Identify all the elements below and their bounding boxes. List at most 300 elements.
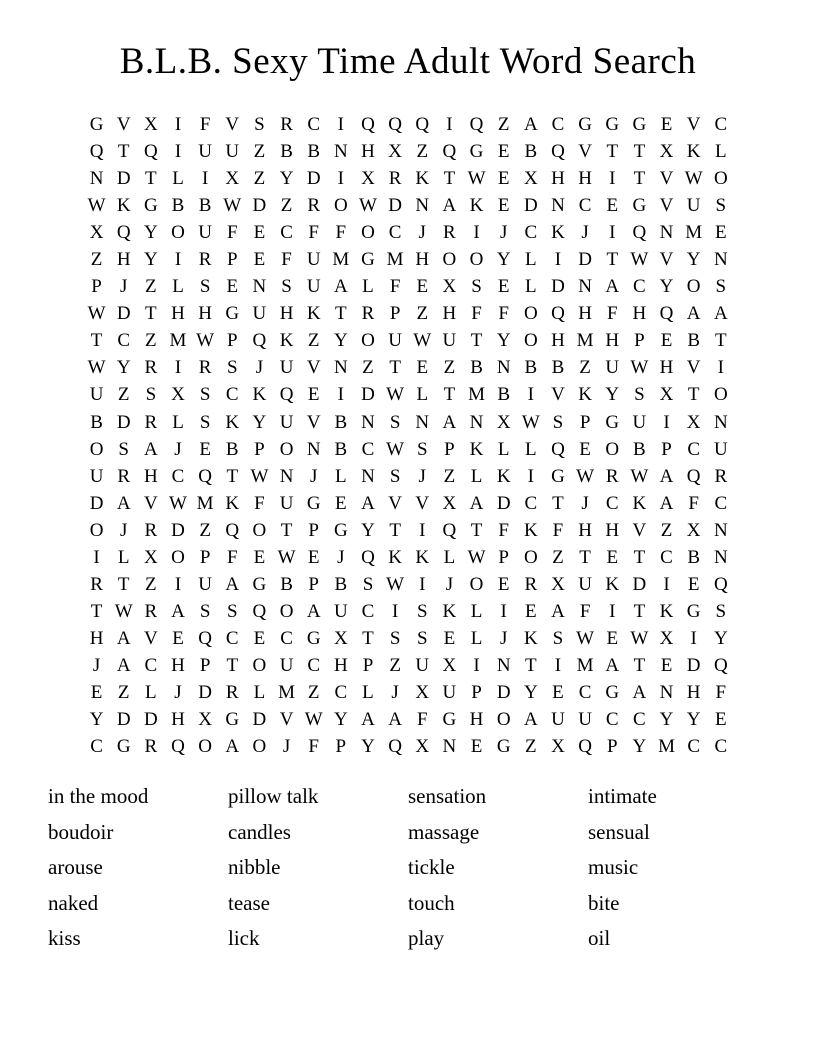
grid-letter: H [171, 709, 185, 731]
grid-letter: S [634, 384, 645, 406]
grid-letter: B [334, 411, 348, 433]
grid-letter: P [606, 736, 618, 758]
grid-letter: K [225, 492, 240, 514]
grid-letter: X [686, 519, 701, 541]
grid-letter: I [609, 222, 616, 244]
grid-letter: M [468, 384, 485, 406]
grid-letter: K [523, 519, 538, 541]
grid-letter: A [605, 276, 620, 298]
grid-letter: Z [253, 168, 266, 190]
grid-letter: R [225, 682, 239, 703]
grid-letter: C [524, 222, 538, 244]
grid-letter: C [225, 384, 239, 406]
grid-letter: Z [117, 682, 130, 703]
grid-letter: X [659, 384, 674, 406]
grid-letter: W [359, 195, 377, 217]
grid-letter: P [226, 249, 238, 271]
grid-letter: K [523, 627, 538, 649]
grid-letter: J [499, 627, 508, 649]
grid-letter: Z [416, 141, 429, 163]
grid-letter: I [609, 600, 616, 622]
grid-letter: B [171, 195, 185, 217]
grid-letter: Y [116, 357, 131, 379]
grid-letter: S [199, 600, 211, 622]
grid-letter: M [685, 222, 703, 244]
grid-letter: X [171, 384, 185, 406]
word-list-column [48, 779, 228, 957]
grid-letter: L [525, 249, 537, 271]
grid-letter: N [713, 249, 728, 271]
grid-letter: R [144, 519, 158, 541]
grid-letter: H [415, 249, 430, 271]
grid-letter: O [523, 303, 538, 325]
grid-letter: U [225, 141, 240, 163]
grid-letter: F [308, 736, 319, 758]
grid-letter: H [89, 627, 104, 649]
word-list-item: oil [588, 926, 611, 951]
grid-letter: A [523, 114, 538, 136]
grid-letter: U [279, 654, 294, 676]
grid-letter: I [174, 114, 182, 136]
grid-letter: C [578, 195, 592, 217]
grid-letter: I [174, 357, 182, 379]
grid-letter: Q [252, 600, 267, 622]
grid-letter: E [172, 627, 184, 649]
grid-letter: I [446, 114, 453, 136]
grid-letter: P [389, 303, 401, 325]
word-list-item: in the mood [48, 784, 149, 808]
grid-letter: F [552, 519, 564, 541]
grid-letter: W [630, 357, 649, 379]
grid-letter: K [632, 492, 647, 514]
grid-letter: T [633, 168, 646, 190]
grid-letter: M [196, 492, 214, 514]
grid-letter: N [469, 411, 484, 433]
grid-letter: T [525, 654, 537, 676]
grid-letter: E [497, 276, 510, 298]
grid-letter: S [389, 411, 401, 433]
grid-letter: W [169, 492, 187, 514]
grid-letter: C [334, 682, 348, 703]
grid-letter: R [144, 736, 158, 758]
grid-letter: B [198, 195, 212, 217]
grid-letter: X [361, 168, 375, 190]
grid-letter: Q [713, 573, 728, 595]
grid-letter: Z [443, 465, 456, 487]
grid-letter: U [198, 222, 212, 244]
grid-letter: R [144, 411, 158, 433]
grid-letter: U [551, 709, 565, 731]
grid-letter: Z [145, 330, 157, 352]
grid-letter: W [114, 600, 133, 622]
grid-letter: T [90, 600, 103, 622]
grid-letter: W [576, 465, 595, 487]
grid-letter: P [362, 654, 374, 676]
grid-letter: N [415, 195, 430, 217]
grid-letter: E [660, 114, 673, 136]
grid-letter: U [632, 411, 647, 433]
grid-letter: S [118, 438, 129, 460]
grid-letter: Y [659, 709, 674, 731]
grid-letter: O [361, 330, 375, 352]
grid-letter: Q [171, 736, 185, 758]
grid-letter: L [470, 465, 483, 487]
grid-letter: D [252, 709, 267, 731]
grid-letter: W [277, 546, 296, 568]
grid-letter: R [144, 357, 158, 379]
grid-letter: E [660, 654, 673, 676]
grid-letter: R [524, 573, 538, 595]
grid-letter: U [89, 465, 104, 487]
grid-letter: N [361, 411, 375, 433]
grid-letter: L [172, 411, 184, 433]
grid-letter: C [714, 736, 728, 758]
grid-letter: H [279, 303, 294, 325]
grid-letter: X [415, 736, 430, 758]
grid-letter: I [527, 384, 534, 406]
grid-letter: K [578, 384, 592, 406]
grid-letter: Q [551, 141, 565, 163]
grid-letter: K [469, 195, 484, 217]
grid-letter: V [659, 195, 674, 217]
grid-letter: G [361, 249, 375, 271]
grid-letter: W [386, 438, 405, 460]
grid-letter: Q [442, 141, 457, 163]
grid-letter: X [143, 114, 158, 136]
grid-letter: W [630, 465, 649, 487]
word-list-item: pillow talk [228, 784, 319, 808]
grid-letter: N [89, 168, 104, 190]
grid-letter: J [581, 492, 589, 514]
grid-letter: I [609, 168, 616, 190]
grid-letter: O [252, 519, 267, 541]
grid-letter: A [659, 465, 674, 487]
grid-letter: B [225, 438, 239, 460]
grid-letter: O [89, 438, 104, 460]
grid-letter: T [470, 330, 483, 352]
grid-letter: L [362, 276, 374, 298]
grid-letter: Y [143, 249, 158, 271]
grid-letter: X [143, 546, 158, 568]
grid-letter: W [576, 627, 595, 649]
grid-letter: T [389, 519, 401, 541]
grid-letter: R [307, 195, 321, 217]
grid-letter: N [659, 682, 674, 703]
grid-letter: H [361, 141, 375, 163]
grid-letter: X [686, 411, 701, 433]
grid-letter: V [306, 357, 321, 379]
grid-letter: N [496, 357, 511, 379]
grid-letter: K [415, 546, 430, 568]
grid-letter: F [335, 222, 347, 244]
grid-letter: S [552, 411, 564, 433]
grid-letter: X [659, 627, 674, 649]
grid-letter: G [143, 195, 158, 217]
grid-letter: H [116, 249, 131, 271]
grid-letter: A [225, 736, 240, 758]
grid-letter: U [198, 573, 212, 595]
grid-letter: H [551, 168, 565, 190]
word-list-item: sensation [408, 784, 487, 808]
word-list-item: music [588, 855, 639, 880]
grid-letter: D [496, 682, 511, 703]
grid-letter: S [715, 600, 727, 622]
word-list-item: sensual [588, 819, 650, 844]
grid-letter: Z [280, 195, 293, 217]
grid-letter: B [687, 546, 700, 568]
grid-letter: H [686, 682, 701, 703]
grid-letter: G [306, 492, 321, 514]
grid-letter: O [252, 654, 267, 676]
grid-letter: V [116, 114, 131, 136]
grid-letter: L [470, 600, 483, 622]
grid-letter: B [280, 141, 293, 163]
grid-letter: Q [116, 222, 131, 244]
grid-letter: A [523, 709, 538, 731]
grid-letter: X [225, 168, 240, 190]
grid-letter: D [686, 654, 701, 676]
grid-letter: C [117, 330, 131, 352]
grid-letter: K [659, 600, 674, 622]
grid-letter: E [416, 357, 429, 379]
grid-letter: E [606, 627, 619, 649]
grid-letter: G [496, 736, 511, 758]
grid-letter: W [386, 384, 405, 406]
grid-letter: Z [443, 357, 456, 379]
grid-letter: F [579, 600, 591, 622]
grid-letter: E [606, 195, 619, 217]
grid-letter: Y [361, 519, 375, 541]
grid-letter: G [89, 114, 104, 136]
grid-letter: A [442, 195, 457, 217]
grid-letter: V [659, 168, 674, 190]
word-list-column [408, 779, 588, 957]
grid-letter: T [117, 141, 130, 163]
grid-letter: M [169, 330, 187, 352]
grid-letter: Z [117, 384, 130, 406]
grid-letter: W [250, 465, 269, 487]
grid-letter: E [307, 546, 320, 568]
grid-letter: A [143, 438, 158, 460]
grid-letter: J [92, 654, 101, 676]
grid-letter: E [253, 627, 266, 649]
grid-letter: S [281, 276, 292, 298]
grid-letter: J [309, 465, 318, 487]
grid-letter: Z [579, 357, 591, 379]
grid-letter: Q [388, 736, 402, 758]
word-list-item: touch [408, 890, 455, 915]
grid-letter: E [443, 627, 456, 649]
grid-letter: R [605, 465, 619, 487]
grid-letter: I [663, 411, 670, 433]
grid-letter: G [578, 114, 592, 136]
grid-letter: R [144, 600, 158, 622]
grid-letter: V [143, 492, 158, 514]
grid-letter: I [554, 654, 562, 676]
grid-letter: X [388, 141, 402, 163]
grid-letter: A [632, 682, 647, 703]
grid-letter: E [606, 546, 619, 568]
grid-letter: T [145, 168, 157, 190]
grid-letter: S [715, 195, 727, 217]
grid-letter: K [225, 411, 240, 433]
grid-letter: A [116, 654, 131, 676]
grid-letter: O [333, 195, 348, 217]
grid-letter: P [661, 438, 672, 460]
grid-letter: A [605, 654, 620, 676]
grid-letter: N [279, 465, 294, 487]
grid-letter: E [715, 222, 727, 244]
grid-letter: O [279, 600, 294, 622]
grid-letter: A [116, 627, 131, 649]
grid-letter: H [632, 303, 647, 325]
grid-letter: X [442, 276, 457, 298]
grid-letter: O [713, 384, 728, 406]
grid-letter: E [525, 600, 537, 622]
grid-letter: C [280, 222, 293, 244]
grid-letter: S [254, 114, 265, 136]
grid-letter: B [470, 357, 483, 379]
grid-letter: S [389, 465, 401, 487]
grid-letter: Q [198, 465, 212, 487]
grid-letter: V [659, 249, 674, 271]
grid-letter: Y [523, 682, 538, 703]
grid-letter: W [386, 573, 405, 595]
grid-letter: C [225, 627, 239, 649]
grid-letter: D [496, 492, 511, 514]
grid-letter: A [306, 600, 321, 622]
grid-letter: N [713, 411, 728, 433]
grid-letter: U [279, 357, 294, 379]
grid-letter: I [201, 168, 209, 190]
grid-letter: M [658, 736, 675, 758]
grid-letter: Y [686, 249, 701, 271]
grid-letter: C [633, 276, 646, 298]
word-list-item: boudoir [48, 819, 114, 844]
grid-letter: N [713, 519, 728, 541]
grid-letter: F [498, 303, 509, 325]
grid-letter: I [663, 573, 670, 595]
grid-letter: F [226, 546, 238, 568]
grid-letter: S [715, 276, 727, 298]
grid-letter: U [306, 276, 321, 298]
grid-letter: A [686, 303, 701, 325]
grid-letter: S [226, 357, 238, 379]
grid-letter: C [307, 654, 321, 676]
grid-letter: T [715, 330, 727, 352]
grid-letter: X [659, 141, 674, 163]
grid-letter: T [470, 519, 483, 541]
grid-letter: U [333, 600, 348, 622]
grid-letter: U [306, 249, 321, 271]
grid-letter: V [686, 114, 701, 136]
grid-letter: T [633, 141, 646, 163]
grid-letter: R [117, 465, 131, 487]
grid-letter: S [552, 627, 564, 649]
grid-letter: N [333, 141, 348, 163]
grid-letter: U [198, 141, 212, 163]
grid-letter: F [471, 303, 482, 325]
grid-letter: J [120, 519, 128, 541]
grid-letter: B [334, 573, 348, 595]
grid-letter: L [470, 627, 483, 649]
grid-letter: Y [605, 384, 620, 406]
grid-letter: V [225, 114, 240, 136]
grid-letter: C [171, 465, 185, 487]
grid-letter: P [199, 546, 211, 568]
grid-letter: X [198, 709, 212, 731]
grid-letter: T [633, 600, 646, 622]
grid-letter: G [632, 195, 647, 217]
grid-letter: N [659, 222, 674, 244]
grid-letter: D [551, 276, 565, 298]
grid-letter: S [416, 627, 428, 649]
grid-letter: C [361, 438, 375, 460]
grid-letter: O [605, 438, 620, 460]
grid-letter: E [226, 276, 239, 298]
grid-letter: F [688, 492, 699, 514]
word-list-item: tickle [408, 855, 455, 880]
word-list-column [228, 779, 408, 957]
grid-letter: K [388, 546, 402, 568]
grid-letter: Y [686, 709, 701, 731]
grid-letter: Z [389, 654, 401, 676]
grid-letter: I [554, 249, 562, 271]
grid-letter: O [361, 222, 375, 244]
grid-letter: U [279, 492, 294, 514]
grid-letter: R [443, 222, 456, 244]
grid-letter: D [116, 709, 131, 731]
grid-letter: B [334, 438, 348, 460]
word-list-item: naked [48, 890, 99, 915]
grid-letter: O [171, 222, 185, 244]
grid-letter: Q [361, 546, 375, 568]
grid-letter: R [198, 357, 212, 379]
grid-letter: W [630, 249, 649, 271]
grid-letter: F [498, 519, 509, 541]
grid-letter: X [333, 627, 348, 649]
grid-letter: F [416, 709, 428, 731]
grid-letter: Z [552, 546, 564, 568]
grid-letter: J [418, 222, 426, 244]
grid-letter: W [304, 709, 323, 731]
grid-letter: K [442, 600, 457, 622]
grid-letter: G [306, 627, 321, 649]
grid-letter: Z [253, 141, 266, 163]
grid-letter: F [254, 492, 265, 514]
grid-letter: Q [551, 438, 565, 460]
grid-letter: E [253, 222, 266, 244]
grid-letter: V [578, 141, 592, 163]
grid-letter: C [361, 600, 375, 622]
grid-letter: D [198, 682, 212, 703]
grid-letter: N [415, 411, 430, 433]
grid-letter: A [469, 492, 484, 514]
grid-letter: Q [713, 654, 728, 676]
grid-letter: E [497, 168, 510, 190]
grid-letter: U [605, 357, 620, 379]
grid-letter: K [686, 141, 701, 163]
grid-letter: D [143, 709, 158, 731]
grid-letter: J [174, 682, 182, 703]
grid-letter: A [333, 276, 348, 298]
grid-letter: Q [686, 465, 701, 487]
grid-letter: W [467, 168, 486, 190]
grid-letter: S [389, 627, 401, 649]
grid-letter: J [499, 222, 508, 244]
grid-letter: Y [361, 736, 375, 758]
grid-letter: B [551, 357, 565, 379]
